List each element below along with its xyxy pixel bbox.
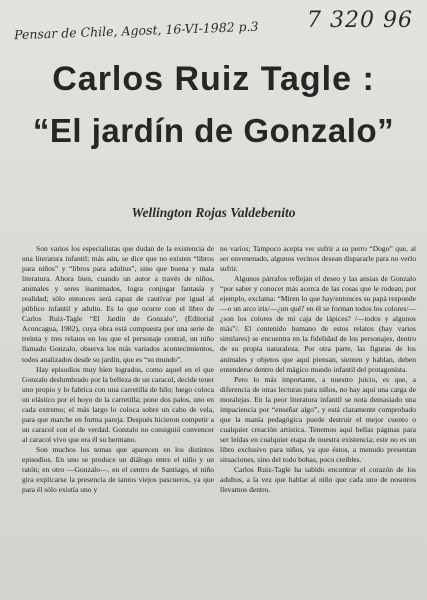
paragraph: no varios; Tampoco acepta ver sufrir a su perro “Dogo” que, al ser envenenado, algunos vecinos desean dispararle para no verlo sufrir. — [220, 244, 416, 274]
article-column-left — [22, 244, 214, 495]
paragraph: Carlos Ruiz-Tagle ha sabido encontrar el corazón de los adultos, a la vez que hablar al niño que cada uno de nosotros llevamos dentro. — [220, 465, 416, 495]
byline: Wellington Rojas Valdebenito — [131, 205, 296, 220]
handwritten-archive-number: 7 320 96 — [307, 8, 413, 33]
paragraph: Son varios los especialistas que dudan de la existencia de una literatura infantil; más aún, se dice que no existen “libros para niños” y “libros para adultos”, sino que buena y mala literatura. Ahora bien, cuando un autor a través de niños, animales y seres inanimados, logra conjugar fantasía y realidad; sólo entonces será capaz de cautivar por igual al público infantil y adulto. Es lo que ocurre con el libro de Carlos Ruiz-Tagle “El Jardín de Gonzalo”, (Editorial Aconcagua, 1982), cuya obra está compuesta por una serie de treinta y tres relatos en los que el personaje central, un niño llamado Gonzalo, observa los más variados acontecimientos, todos analizados desde su jardín, que es “su mundo”. — [22, 244, 214, 364]
headline-line-2: “El jardín de Gonzalo” — [32, 112, 395, 149]
handwritten-source-note: Pensar de Chile, Agost, 16-VI-1982 p.3 — [13, 18, 259, 43]
article-column-right — [220, 244, 416, 495]
paragraph: Pero lo más importante, a nuestro juicio, es que, a diferencia de otras lecturas para niños, no hay aquí una carga de moralejas. En la peor literatura infantil se nota demasiado una impaciencia por “enseñar algo”, y está claramente comprobado que la manía pedagógica puede destruir el mejor cuento o cualquier creación artística. Tenemos aquí bellas páginas para ser leídas en cualquier etapa de nuestra existencia; este no es un libro exclusivo para niños, ya que éstos, a menudo presentan situaciones, sino del todo bobas, poco creíbles. — [220, 374, 416, 464]
paragraph: Son muchos los temas que aparecen en los distintos episodios. En uno se produce un diálogo entre el niño y un ratón; en otro —Gonzalo—, en el centro de Santiago, el niño gira explicarse la presencia de tantos viejos pascueros, ya que para él sólo existía uno y — [22, 444, 214, 495]
headline-line-1: Carlos Ruiz Tagle : — [52, 60, 375, 98]
paragraph: Hay episodios muy bien logrados, como aquel en el que Gonzalo deslumbrado por la belleza de un caracol, decide tener uno propio y lo fabrica con una carretilla de hilo; luego coloca un elástico por el hoyo de la carretilla; pone dos palos, uno en cada extremo; el más largo lo coloca sobre un cabo de vela, para que marche en forma pareja. Después hicieron competir a un caracol con el de verdad. Gonzalo no consiguió convencer al caracol vivo que era él su hermano. — [22, 364, 214, 444]
paragraph: Algunos párrafos reflejan el deseo y las ansias de Gonzalo “por saber y conocer más acerca de las cosas que le rodean; por ejemplo, exclama: “Miren lo que hay/entonces su papá responde—o un arco iris/—¿un qué? en él se forman todos los colores/—¿son los colores de mi caja de lápices? /—todos y algunos más”/. El contenido humano de estos relatos (hay varios similares) se encuentra en la fidelidad de los personajes, dentro de su propia naturaleza. Por otra parte, las figuras de los animales y objetos que aquí piensan, sienten y hablan, deben entenderse dentro del mágico mundo infantil del protagonista. — [220, 274, 416, 374]
